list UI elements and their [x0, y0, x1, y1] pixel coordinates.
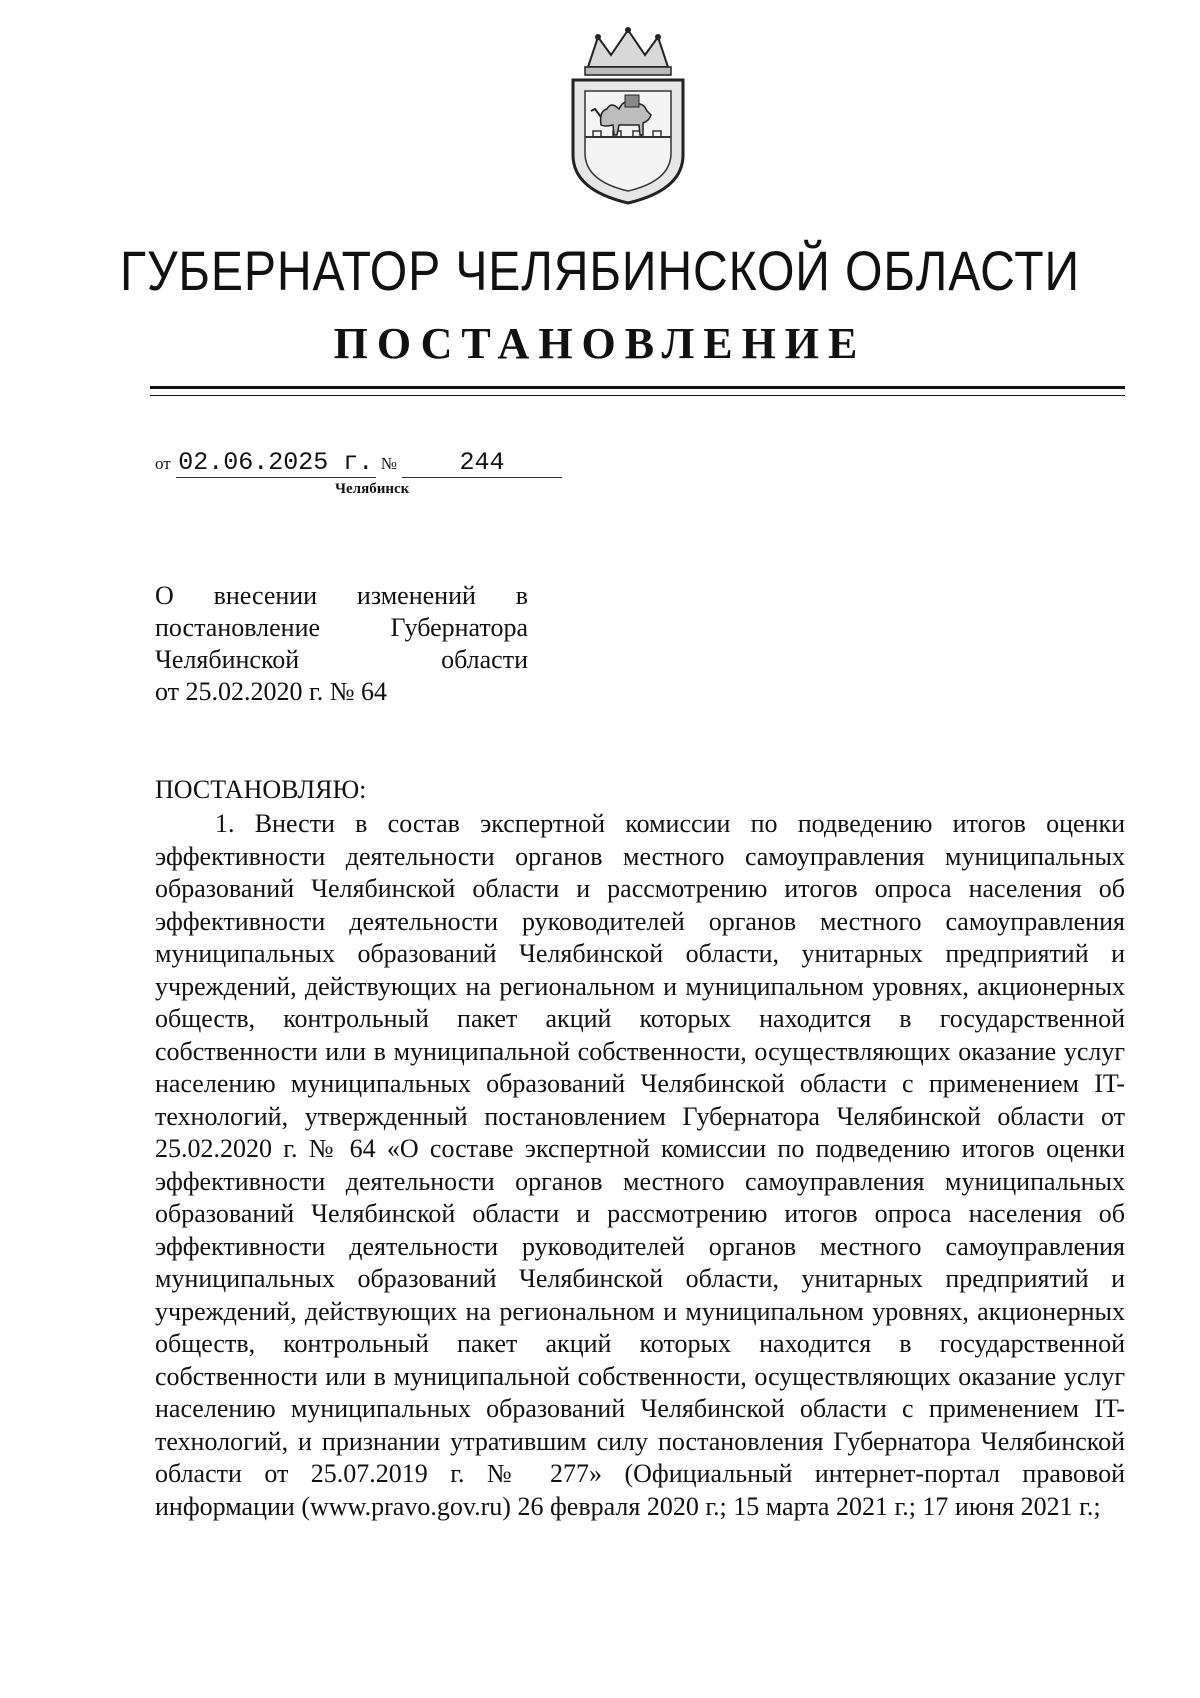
document-number: 244 — [402, 448, 562, 478]
subject-line: Челябинской области — [155, 645, 528, 674]
subject-line: от 25.02.2020 г. № 64 — [155, 677, 388, 706]
coat-of-arms-emblem — [563, 25, 693, 205]
body-paragraph: 1. Внести в состав экспертной комиссии по подведению итогов оценки эффективности деятельности органов местного самоуправления муниципальных образований Челябинской области и рассмотрению итогов опроса населения об эффективности деятельности руководителей органов местного самоуправления муниципальных образований Челябинской области, унитарных предприятий и учреждений, действующих на региональном и муниципальном уровнях, акционерных обществ, контрольный пакет акций которых находится в государственной собственности или в муниципальной собственности, осуществляющих оказание услуг населению муниципальных образований Челябинской области с применением IT-технологий, утвержденный постановлением Губернатора Челябинской области от 25.02.2020 г. № 64 «О составе экспертной комиссии по подведению итогов оценки эффективности деятельности органов местного самоуправления муниципальных образований Челябинской области и рассмотрению итогов опроса населения об эффективности деятельности руководителей органов местного самоуправления муниципальных образований Челябинской области, унитарных предприятий и учреждений, действующих на региональном и муниципальном уровнях, акционерных обществ, контрольный пакет акций которых находится в государственной собственности или в муниципальной собственности, осуществляющих оказание услуг населению муниципальных образований Челябинской области с применением IT-технологий, и признании утратившим силу постановления Губернатора Челябинской области от 25.07.2019 г. № 277» (Официальный интернет-портал правовой информации (www.pravo.gov.ru) 26 февраля 2020 г.; 15 марта 2021 г.; 17 июня 2021 г.; — [155, 809, 1125, 1521]
subject-line: О внесении изменений в — [155, 581, 528, 610]
decree-word: ПОСТАНОВЛЯЮ: — [155, 775, 367, 804]
number-label: № — [380, 454, 397, 473]
header-rule-thin — [150, 395, 1125, 396]
subject-line: постановление Губернатора — [155, 613, 528, 642]
page-title: ГУБЕРНАТОР ЧЕЛЯБИНСКОЙ ОБЛАСТИ — [119, 239, 1080, 302]
document-date: 02.06.2025 г. — [176, 448, 376, 478]
header-rule-thick — [150, 386, 1125, 389]
city-label: Челябинск — [335, 481, 410, 497]
document-type: ПОСТАНОВЛЕНИЕ — [333, 319, 867, 368]
from-label: от — [155, 454, 171, 473]
document-meta — [155, 448, 562, 478]
document-subject — [155, 580, 528, 708]
document-body — [155, 808, 1125, 1523]
